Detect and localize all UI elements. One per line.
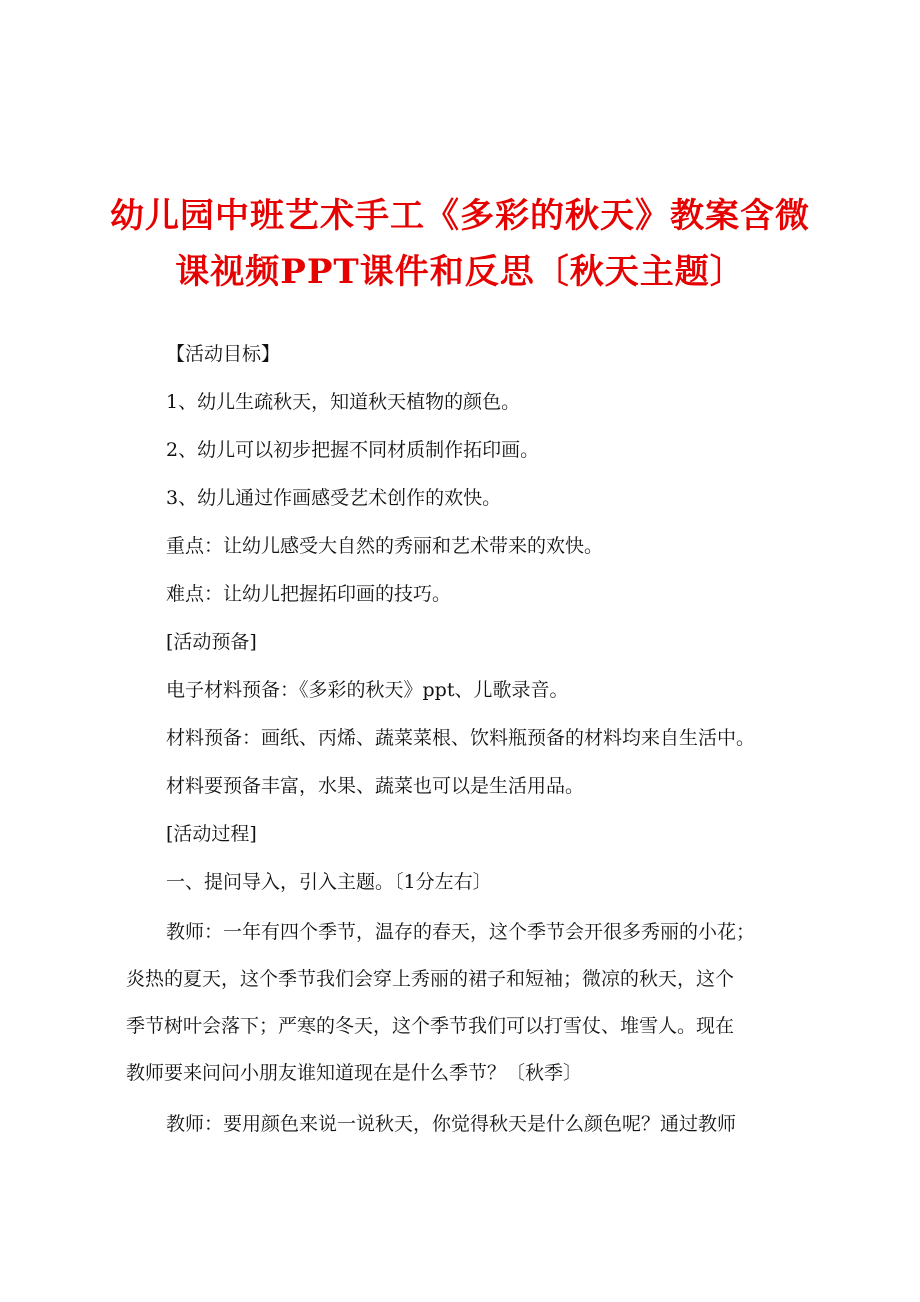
prep-electronic: 电子材料预备：《多彩的秋天》ppt、儿歌录音。	[166, 679, 569, 701]
prep-note: 材料要预备丰富，水果、蔬菜也可以是生活用品。	[166, 775, 585, 797]
goal-item-1: 1、幼儿生疏秋天，知道秋天植物的颜色。	[166, 391, 521, 413]
goals-heading: 【活动目标】	[166, 343, 281, 365]
document-title	[100, 188, 820, 300]
process-heading: [活动过程]	[166, 823, 257, 845]
title-line-1: 幼儿园中班艺术手工《多彩的秋天》教案含微	[110, 196, 810, 236]
key-point: 重点：让幼儿感受大自然的秀丽和艺术带来的欢快。	[166, 535, 604, 557]
paragraph-line: 教师：一年有四个季节，温存的春天，这个季节会开很多秀丽的小花；	[166, 921, 756, 943]
goal-item-3: 3、幼儿通过作画感受艺术创作的欢快。	[166, 487, 502, 509]
paragraph-line: 季节树叶会落下；严寒的冬天，这个季节我们可以打雪仗、堆雪人。现在	[126, 1015, 735, 1037]
paragraph-line: 教师要来问问小朋友谁知道现在是什么季节？〔秋季〕	[126, 1062, 583, 1084]
difficulty-point: 难点：让幼儿把握拓印画的技巧。	[166, 583, 452, 605]
teacher-paragraph-1	[126, 909, 811, 1097]
process-step-1: 一、提问导入，引入主题。〔1分左右〕	[166, 871, 492, 893]
paragraph-line: 教师：要用颜色来说一说秋天，你觉得秋天是什么颜色呢？通过教师	[166, 1113, 737, 1135]
goal-item-2: 2、幼儿可以初步把握不同材质制作拓印画。	[166, 439, 540, 461]
title-line-2: 课视频PPT课件和反思〔秋天主题〕	[175, 252, 745, 292]
prep-heading: [活动预备]	[166, 631, 257, 653]
paragraph-line: 炎热的夏天，这个季节我们会穿上秀丽的裙子和短袖；微凉的秋天，这个	[126, 968, 735, 990]
prep-materials: 材料预备：画纸、丙烯、蔬菜菜根、饮料瓶预备的材料均来自生活中。	[166, 727, 756, 749]
teacher-paragraph-2	[126, 1101, 811, 1148]
